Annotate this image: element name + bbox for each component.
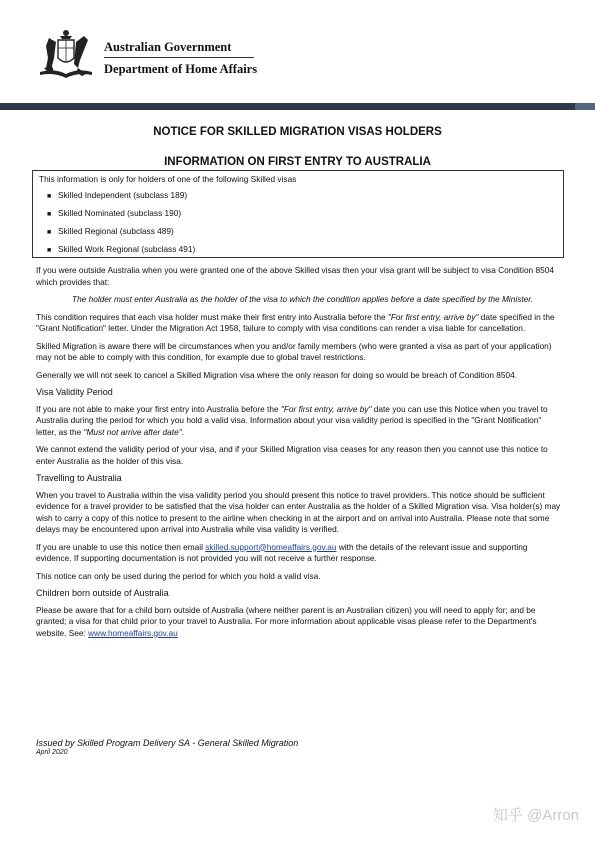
header-band — [0, 103, 595, 110]
support-email-link[interactable]: skilled.support@homeaffairs.gov.au — [205, 541, 337, 552]
heading-visa-validity: Visa Validity Period — [36, 387, 113, 397]
government-wordmark — [104, 40, 257, 76]
paragraph-condition-intro: If you were outside Australia when you were granted one of the above Skilled visas then your visa grant will be subject to visa Condition 8504 which provides that: — [36, 265, 554, 287]
paragraph-validity: If you are not able to make your first entry into Australia before the "For first entry, arrive by" date you can use this Notice when you travel to Australia during the period for which you hold a valid visa. Information about your visa validity period is specified in the "Grant Notification" letter, as the "Must not arrive after date". — [36, 403, 548, 437]
header-band-accent — [575, 103, 595, 110]
page-header — [34, 28, 574, 84]
square-bullet-icon: ■ — [47, 247, 52, 254]
list-item — [47, 187, 557, 205]
paragraph-travel-providers: When you travel to Australia within the visa validity period you should present this notice to travel providers. This notice should be sufficient evidence for a travel provider to be satisfied that the visa holder can enter Australia as the holder of a Skilled Migration visa. Visa holder(s) may wish to carry a copy of this notice to present to the airline when checking in at the airport and on arrival into Australia. Please note that some delays may be encountered upon arrival into Australia while visa validity is verified. — [36, 489, 561, 534]
issue-date: April 2020 — [36, 749, 68, 756]
visa-item-label: Skilled Independent (subclass 189) — [58, 190, 188, 200]
heading-travelling: Travelling to Australia — [36, 473, 122, 483]
visa-item-label: Skilled Nominated (subclass 190) — [58, 208, 182, 218]
paragraph-valid-period: This notice can only be used during the period for which you hold a valid visa. — [36, 570, 321, 581]
page-subtitle: INFORMATION ON FIRST ENTRY TO AUSTRALIA — [164, 156, 431, 168]
box-intro: This information is only for holders of one of the following Skilled visas — [39, 174, 297, 184]
heading-children: Children born outside of Australia — [36, 588, 169, 598]
paragraph-children: Please be aware that for a child born outside of Australia (where neither parent is an Australian citizen) you will need to apply for; and be granted; a visa for that child prior to your travel to Australia. For more information about applicable visas please refer to the Department's website. See: www.homeaffairs.gov.au — [36, 604, 537, 638]
list-item — [47, 223, 557, 241]
website-link[interactable]: www.homeaffairs.gov.au — [88, 627, 178, 638]
paragraph-support-email: If you are unable to use this notice then email skilled.support@homeaffairs.gov.au with the details of the relevant issue and supporting evidence. If supporting documentation is not provided you will not receive a further response. — [36, 541, 528, 563]
square-bullet-icon: ■ — [47, 211, 52, 218]
square-bullet-icon: ■ — [47, 193, 52, 200]
paragraph-circumstances: Skilled Migration is aware there will be circumstances when you and/or family members (who were granted a visa as part of your application) may not be able to comply with this condition, for example due to global travel restrictions. — [36, 340, 552, 362]
paragraph-condition-requirement: This condition requires that each visa holder must make their first entry into Australia before the "For first entry, arrive by" date specified in the "Grant Notification" letter. Under the Migration Act 1958, failure to comply with visa conditions can render a visa liable for cancellation. — [36, 311, 555, 333]
coat-of-arms-icon — [34, 28, 98, 80]
condition-8504-quote: The holder must enter Australia as the holder of the visa to which the condition applies before a date specified by the Minister. — [72, 294, 534, 304]
issued-by: Issued by Skilled Program Delivery SA - General Skilled Migration — [36, 738, 299, 748]
visa-list — [39, 187, 557, 259]
wordmark-divider — [104, 57, 254, 58]
visa-item-label: Skilled Regional (subclass 489) — [58, 226, 174, 236]
org-line-1: Australian Government — [104, 40, 232, 54]
square-bullet-icon: ■ — [47, 229, 52, 236]
page-title: NOTICE FOR SKILLED MIGRATION VISAS HOLDERS — [153, 126, 442, 138]
eligible-visas-box — [32, 170, 564, 258]
paragraph-cancellation: Generally we will not seek to cancel a Skilled Migration visa where the only reason for doing so would be breach of Condition 8504. — [36, 369, 518, 380]
notice-body — [36, 265, 562, 645]
watermark: 知乎 @Arron — [492, 807, 579, 824]
list-item — [47, 241, 557, 259]
paragraph-no-extension: We cannot extend the validity period of your visa, and if your Skilled Migration visa ceases for any reason then you cannot use this notice to enter Australia as the holder of this visa. — [36, 444, 548, 466]
list-item — [47, 205, 557, 223]
org-line-2: Department of Home Affairs — [104, 62, 258, 76]
issued-by-footer — [36, 738, 298, 756]
visa-item-label: Skilled Work Regional (subclass 491) — [58, 244, 196, 254]
